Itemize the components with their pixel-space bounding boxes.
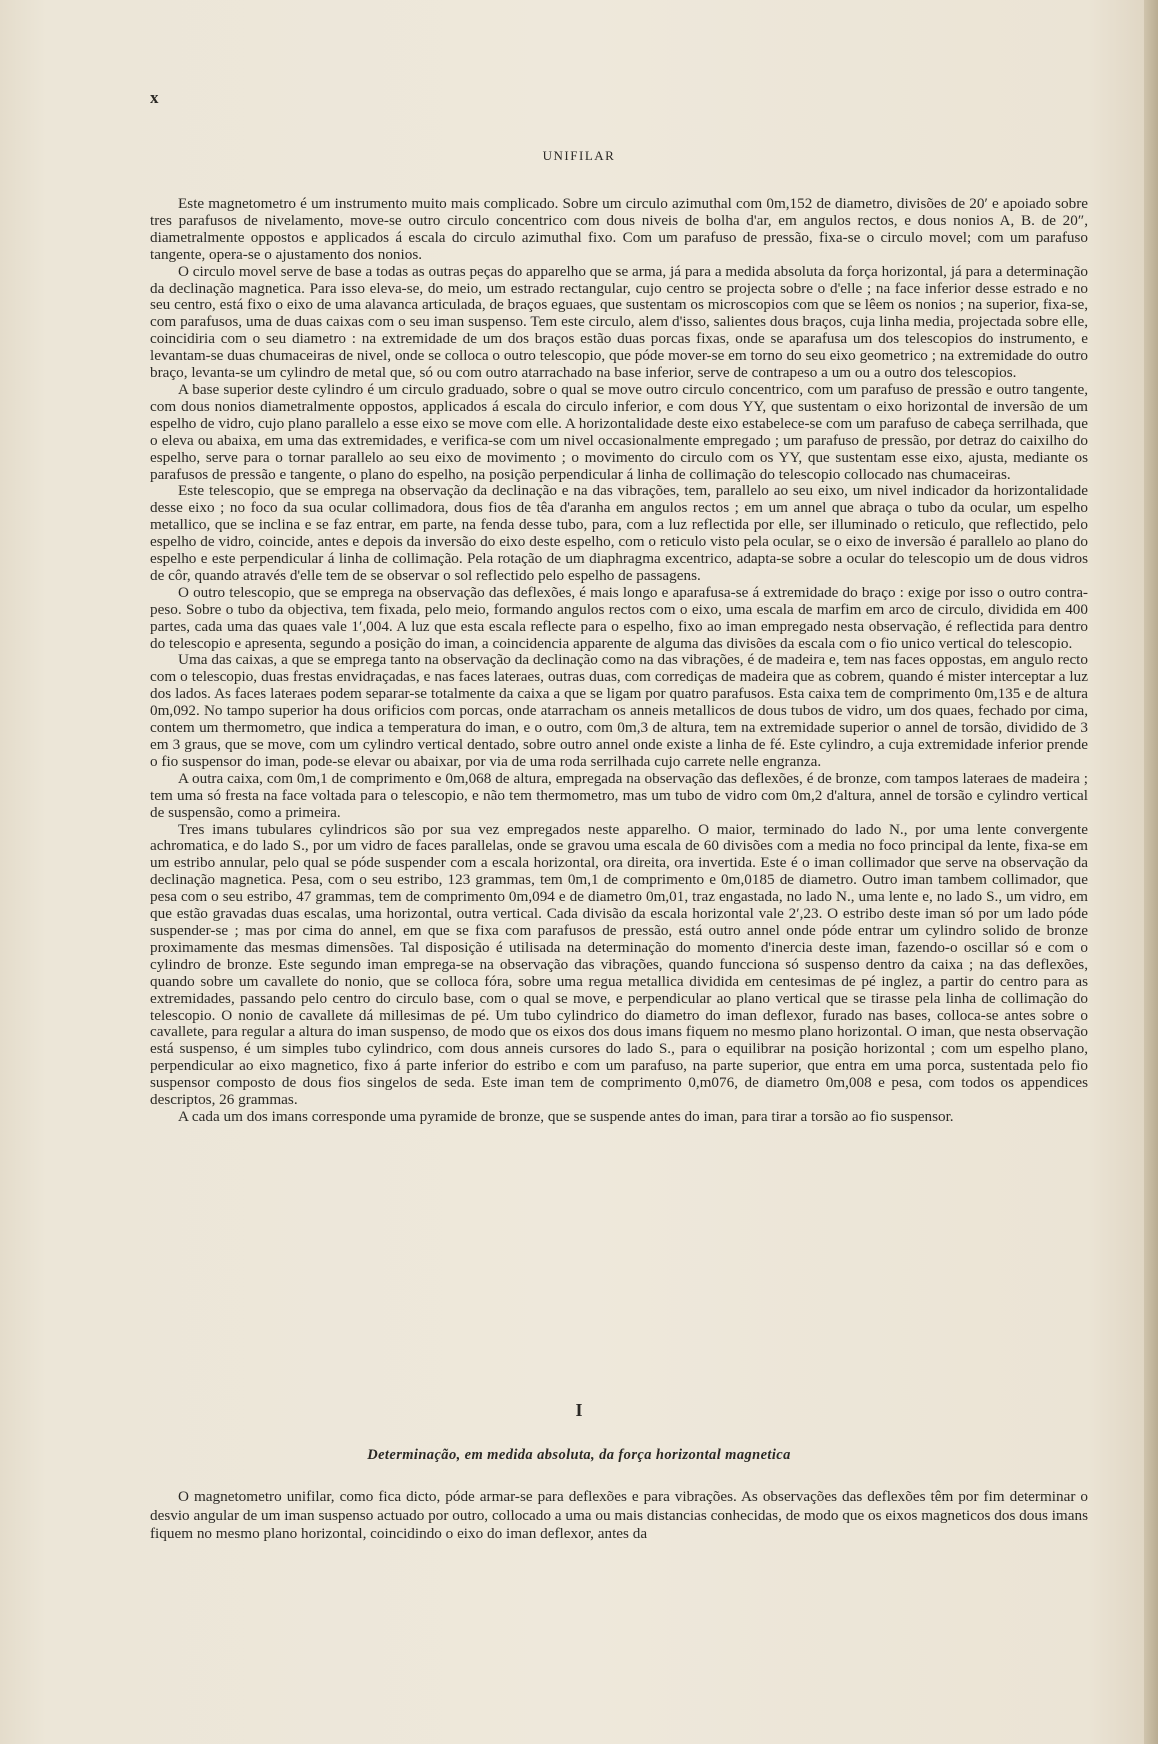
section-numeral: I — [575, 1400, 583, 1420]
paragraph: Este magnetometro é um instrumento muito mais complicado. Sobre um circulo azimuthal com 0m,152 de diametro, divisões de 20′ e apoiado sobre tres parafusos de nivelamento, move-se outro circulo concentrico com dous niveis de bolha d'ar, em angulos rectos, e dous nonios A, B. de 20″, diametralmente oppostos e applicados á escala do circulo azimuthal fixo. Com um parafuso de pressão, fixa-se o circulo movel; com um parafuso tangente, opera-se o ajustamento dos nonios. — [150, 195, 1088, 263]
page-number: x — [150, 88, 160, 107]
paragraph: Uma das caixas, a que se emprega tanto na observação da declinação como na das vibrações, é de madeira e, tem nas faces oppostas, em angulo recto com o telescopio, duas frestas envidraçadas, e nas faces lateraes, outras duas, com corrediças de madeira que as cobrem, quando é mister interceptar a luz dos lados. As faces lateraes podem separar-se totalmente da caixa a que se ligam por quatro parafusos. Esta caixa tem de comprimento 0m,135 e de altura 0m,092. No tampo superior ha dous orificios com porcas, onde atarracham os anneis metallicos de dous tubos de vidro, um dos quaes, fechado por cima, contem um thermometro, que indica a temperatura do iman, e o outro, com 0m,3 de altura, tem na extremidade superior o annel de torsão, dividido de 3 em 3 graus, que se move, com um cylindro vertical dentado, sobre outro annel onde existe a linha de fé. Este cylindro, a cuja extremidade inferior prende o fio suspensor do iman, pode-se elevar ou abaixar, por via de uma roda serrilhada cujo carrete nelle engranza. — [150, 651, 1088, 770]
paragraph: O outro telescopio, que se emprega na observação das deflexões, é mais longo e aparafusa-se á extremidade do braço : exige por isso o outro contra-peso. Sobre o tubo da objectiva, tem fixada, pelo meio, formando angulos rectos com o eixo, uma escala de marfim em arco de circulo, dividida em 400 partes, cada uma das quaes vale 1′,004. A luz que esta escala reflecte para o espelho, fixo ao iman empregado nesta observação, é reflectida para dentro do telescopio e apresenta, segundo a posição do iman, a coincidencia apparente de alguma das divisões da escala com o fio unico vertical do telescopio. — [150, 583, 1088, 652]
section-heading: Determinação, em medida absoluta, da força horizontal magnetica — [367, 1447, 791, 1463]
paragraph: A cada um dos imans corresponde uma pyramide de bronze, que se suspende antes do iman, para tirar a torsão ao fio suspensor. — [178, 1107, 954, 1125]
page-edge-shadow — [1144, 0, 1158, 1744]
paragraph: A base superior deste cylindro é um circulo graduado, sobre o qual se move outro circulo concentrico, com um parafuso de pressão e outro tangente, com dous nonios diametralmente oppostos, applicados á escala do circulo inferior, e com dous YY, que sustentam o eixo horizontal de inversão de um espelho de vidro, cujo plano parallelo a esse eixo se move com elle. A horizontalidade deste eixo estabelece-se com um parafuso de cabeça serrilhada, que o eleva ou abaixa, em uma das extremidades, e verifica-se com um nivel occasionalmente empregado ; um parafuso de pressão, por detraz do caixilho do espelho, serve para o tornar parallelo ao seu eixo de movimento ; o movimento do circulo com os YY, que sustentam esse eixo, ajusta, mediante os parafusos de pressão e tangente, o plano do espelho, na posição perpendicular á linha de collimação do telescopio collocado nas chumaceiras. — [150, 380, 1088, 483]
paragraph: Tres imans tubulares cylindricos são por sua vez empregados neste apparelho. O maior, terminado do lado N., por uma lente convergente achromatica, e do lado S., por um vidro de faces parallelas, onde se gravou uma escala de 60 divisões com a media no foco principal da lente, fixa-se em um estribo annular, pelo qual se póde suspender com a escala horizontal, ora direita, ora invertida. Este é o iman collimador que serve na observação da declinação magnetica. Pesa, com o seu estribo, 123 grammas, tem 0m,1 de comprimento e 0m,0185 de diametro. Outro iman tambem collimador, que pesa com o seu estribo, 47 grammas, tem de comprimento 0m,094 e de diametro 0m,01, traz engastada, no lado N., uma lente e, no lado S., um vidro, em que estão gravadas duas escalas, uma horizontal, outra vertical. Cada divisão da escala horizontal vale 2′,23. O estribo deste iman só por um lado póde suspender-se ; mas por cima do annel, em que se fixa com parafusos de pressão, está outro annel onde póde entrar um cylindro solido de bronze proximamente das mesmas dimensões. Tal disposição é utilisada na determinação do momento d'inercia deste iman, fazendo-o oscillar só e com o cylindro de bronze. Este segundo iman emprega-se na observação das vibrações, quando funcciona só suspenso dentro da caixa ; na das deflexões, quando sobre um cavallete do nonio, que se colloca fóra, sobre uma regua metallica dividida em centesimas de pé inglez, a partir do centro para as extremidades, passando pelo centro do circulo base, com o qual se move, e perpendicular ao plano vertical que se tirasse pela linha de collimação do telescopio. O nonio de cavallete dá millesimas de pé. Um tubo cylindrico do diametro do iman deflexor, furado nas bases, colloca-se antes sobre o cavallete, para regular a altura do iman suspenso, de modo que os eixos dos dous imans fiquem no mesmo plano horizontal. O iman, que nesta observação está suspenso, é um simples tubo cylindrico, com dous anneis cursores do lado S., para o equilibrar na posição horizontal ; com um espelho plano, perpendicular ao eixo magnetico, fixo á parte inferior do estribo e com um parafuso, na parte superior, que entra em uma porca, sustentada pelo fio suspensor composto de dous fios singelos de seda. Este iman tem de comprimento 0,m076, de diametro 0m,008 e pesa, com todos os appendices descriptos, 26 grammas. — [150, 820, 1088, 1109]
running-head: UNIFILAR — [542, 148, 616, 163]
paragraph: O magnetometro unifilar, como fica dicto, póde armar-se para deflexões e para vibrações. As observações das deflexões têm por fim determinar o desvio angular de um iman suspenso actuado por outro, collocado a uma ou mais distancias conhecidas, de modo que os eixos magneticos dos dous imans fiquem no mesmo plano horizontal, coincidindo o eixo do iman deflexor, antes da — [150, 1488, 1088, 1542]
section-text — [150, 1488, 1088, 1544]
paragraph: O circulo movel serve de base a todas as outras peças do apparelho que se arma, já para a medida absoluta da força horizontal, já para a determinação da declinação magnetica. Para isso eleva-se, do meio, um estrado rectangular, cujo centro se projecta sobre o d'elle ; na face inferior desse estrado e no seu centro, está fixo o eixo de uma alavanca articulada, de braços eguaes, que sustentam os microscopios com que se lêem os nonios ; na superior, fixa-se, com parafusos, uma de duas caixas com o seu iman suspenso. Tem este circulo, alem d'isso, salientes dous braços, cuja linha media, projectada sobre elle, coincidiria com o seu diametro : na extremidade de um dos braços estão duas porcas fixas, onde se aparafusa um dos telescopios do instrumento, e levantam-se duas chumaceiras de nivel, onde se colloca o outro telescopio, que póde mover-se em torno do seu eixo geometrico ; na extremidade do outro braço, levanta-se um cylindro de metal que, só ou com outro atarrachado na base inferior, serve de contrapeso a um ou a outro dos telescopios. — [150, 262, 1088, 382]
paragraph: Este telescopio, que se emprega na observação da declinação e na das vibrações, tem, parallelo ao seu eixo, um nivel indicador da horizontalidade desse eixo ; no foco da sua ocular collimadora, dous fios de têa d'aranha em angulos rectos ; em um annel que abraça o tubo da ocular, um espelho metallico, que se inclina e se faz entrar, em parte, na fenda desse tubo, para, com a luz reflectida por elle, ser illuminado o reticulo, que reflectido, pelo espelho de vidro, coincide, antes e depois da inversão do eixo deste espelho, com o reticulo visto pela ocular, se o eixo de inversão é parallelo ao plano do espelho e este perpendicular á linha de collimação. Pela rotação de um diaphragma excentrico, adapta-se sobre a ocular do telescopio um de dous vidros de côr, quando através d'elle tem de se observar o sol reflectido pelo espelho de passagens. — [150, 482, 1088, 584]
paragraph: A outra caixa, com 0m,1 de comprimento e 0m,068 de altura, empregada na observação das deflexões, é de bronze, com tampos lateraes de madeira ; tem uma só fresta na face voltada para o telescopio, e não tem thermometro, mas um tubo de vidro com 0m,2 d'altura, annel de torsão e cylindro vertical de suspensão, como a primeira. — [150, 769, 1088, 821]
body-text — [150, 196, 1088, 1126]
